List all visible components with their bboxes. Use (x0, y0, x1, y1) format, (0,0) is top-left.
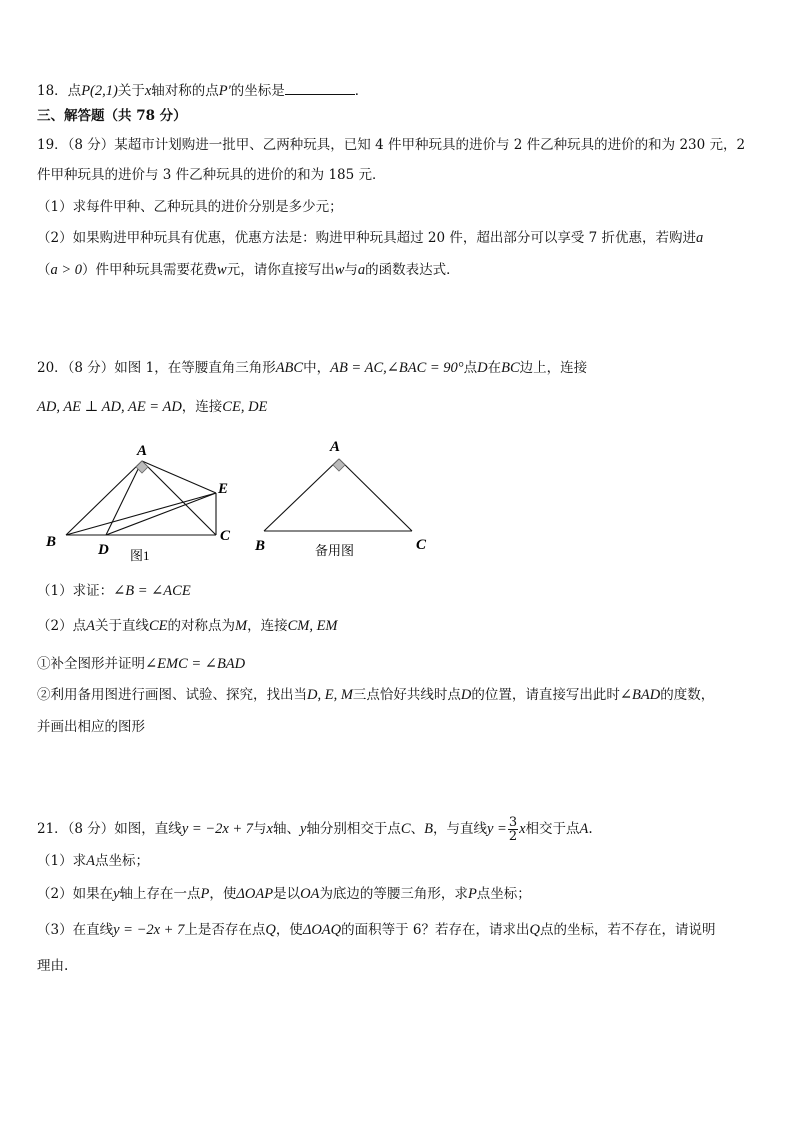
question-18: 18．点P(2,1)关于x轴对称的点P′的坐标是 ． (37, 83, 369, 99)
label-A: A (330, 439, 341, 455)
question-20-sub2: ②利用备用图进行画图、试验、探究，找出当D, E, M三点恰好共线时点D的位置，请直接写出此时∠BAD的度数， (37, 687, 715, 703)
question-20-part1: （1）求证：∠B = ∠ACE (37, 583, 191, 599)
question-21-part2: （2）如果在y轴上存在一点P，使ΔOAP是以OA为底边的等腰三角形，求P点坐标； (37, 886, 531, 902)
question-21-part1: （1）求A点坐标； (37, 853, 149, 869)
figure-1-caption: 图1 (130, 548, 150, 563)
question-20-line2: AD, AE ⊥ AD, AE = AD，连接CE, DE (37, 399, 268, 415)
label-C: C (220, 528, 231, 544)
question-21-part3-cont: 理由. (37, 958, 69, 974)
question-19-part2-cont: （a > 0）件甲种玩具需要花费w元，请你直接写出w与a的函数表达式． (37, 262, 460, 278)
label-B: B (255, 538, 266, 554)
question-21-line1: 21．（8 分）如图，直线y = −2x + 7与x轴、y轴分别相交于点C、B，与直线y = $\frac{3}{2}$ x相交于点A. (37, 815, 593, 844)
question-20-sub2-cont: 并画出相应的图形 (37, 719, 145, 735)
fraction: $\frac{3}{2}$ (508, 815, 518, 844)
label-C: C (416, 537, 427, 553)
question-19-part2: （2）如果购进甲种玩具有优惠，优惠方法是：购进甲种玩具超过 20 件，超出部分可以享受 7 折优惠，若购进a (37, 230, 704, 246)
section-title: 三、解答题（共 78 分） (37, 108, 187, 124)
question-19-line2: 件甲种玩具的进价与 3 件乙种玩具的进价的和为 185 元． (37, 167, 386, 183)
label-A: A (137, 443, 148, 459)
figure-1 (40, 436, 250, 566)
question-20-line1: 20．（8 分）如图 1，在等腰直角三角形ABC中，AB = AC,∠BAC = 90°点D在BC边上，连接 (37, 360, 588, 376)
label-B: B (46, 534, 57, 550)
question-19-line1: 19．（8 分）某超市计划购进一批甲、乙两种玩具，已知 4 件甲种玩具的进价与 2 件乙种玩具的进价的和为 230 元，2 (37, 137, 746, 153)
question-20-part2: （2）点A关于直线CE的对称点为M，连接CM, EM (37, 618, 338, 634)
label-D: D (98, 542, 109, 558)
label-E: E (218, 481, 229, 497)
question-21-part3: （3）在直线y = −2x + 7上是否存在点Q，使ΔOAQ的面积等于 6？若存在，请求出Q点的坐标，若不存在，请说明 (37, 922, 716, 938)
answer-blank[interactable] (285, 82, 355, 95)
question-19-part1: （1）求每件甲种、乙种玩具的进价分别是多少元； (37, 199, 343, 215)
question-20-sub1: ①补全图形并证明∠EMC = ∠BAD (37, 656, 246, 672)
figure-spare (250, 436, 440, 566)
figure-spare-caption: 备用图 (315, 543, 355, 558)
